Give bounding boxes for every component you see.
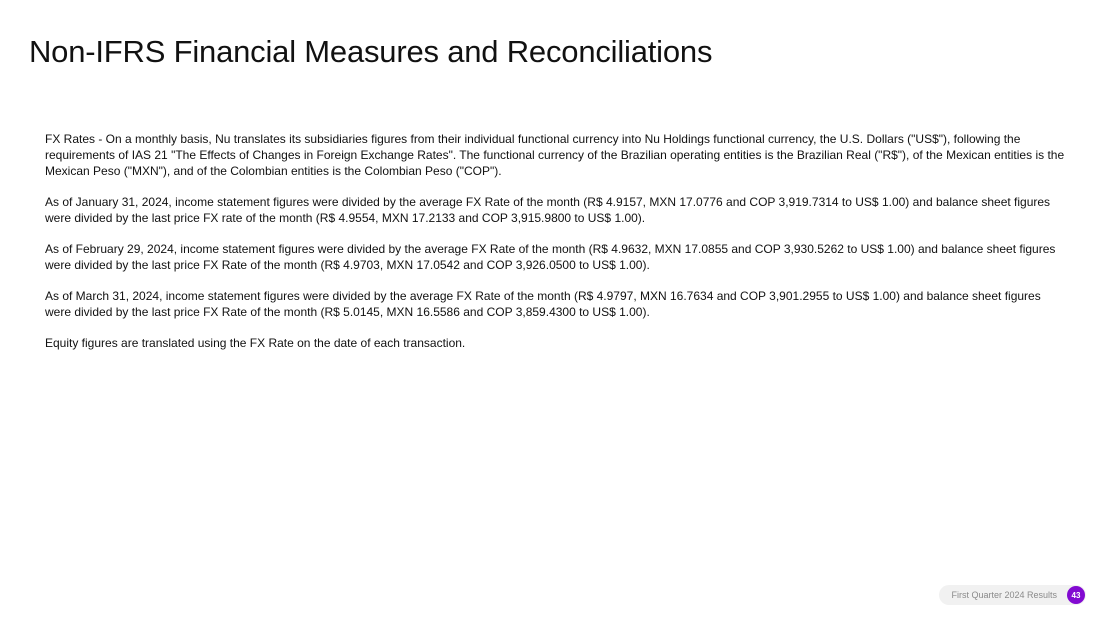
page-number-badge: 43 <box>1067 586 1085 604</box>
body-text <box>45 131 1065 366</box>
page-title: Non-IFRS Financial Measures and Reconciliations <box>29 34 713 69</box>
paragraph-equity-note: Equity figures are translated using the FX Rate on the date of each transaction. <box>45 336 466 350</box>
footer-label: First Quarter 2024 Results <box>951 590 1057 600</box>
paragraph-february-rates: As of February 29, 2024, income statement figures were divided by the average FX Rate of the month (R$ 4.9632, MXN 17.0855 and COP 3,930.5262 to US$ 1.00) and balance sheet figures were divided by the last price FX Rate of the month (R$ 4.9703, MXN 17.0542 and COP 3,926.0500 to US$ 1.00). <box>45 242 1056 272</box>
paragraph-january-rates: As of January 31, 2024, income statement figures were divided by the average FX Rate of the month (R$ 4.9157, MXN 17.0776 and COP 3,919.7314 to US$ 1.00) and balance sheet figures were divided by the last price FX rate of the month (R$ 4.9554, MXN 17.2133 and COP 3,915.9800 to US$ 1.00). <box>45 195 1051 225</box>
paragraph-march-rates: As of March 31, 2024, income statement figures were divided by the average FX Rate of the month (R$ 4.9797, MXN 16.7634 and COP 3,901.2955 to US$ 1.00) and balance sheet figures were divided by the last price FX Rate of the month (R$ 5.0145, MXN 16.5586 and COP 3,859.4300 to US$ 1.00). <box>45 289 1041 319</box>
paragraph-fx-rates-intro: FX Rates - On a monthly basis, Nu translates its subsidiaries figures from their individual functional currency into Nu Holdings functional currency, the U.S. Dollars ("US$"), following the requirements of IAS 21 "The Effects of Changes in Foreign Exchange Rates". The functional currency of the Brazilian operating entities is the Brazilian Real ("R$"), of the Mexican entities is the Mexican Peso ("MXN"), and of the Colombian entities is the Colombian Peso ("COP"). <box>45 132 1065 178</box>
footer <box>939 585 1086 605</box>
